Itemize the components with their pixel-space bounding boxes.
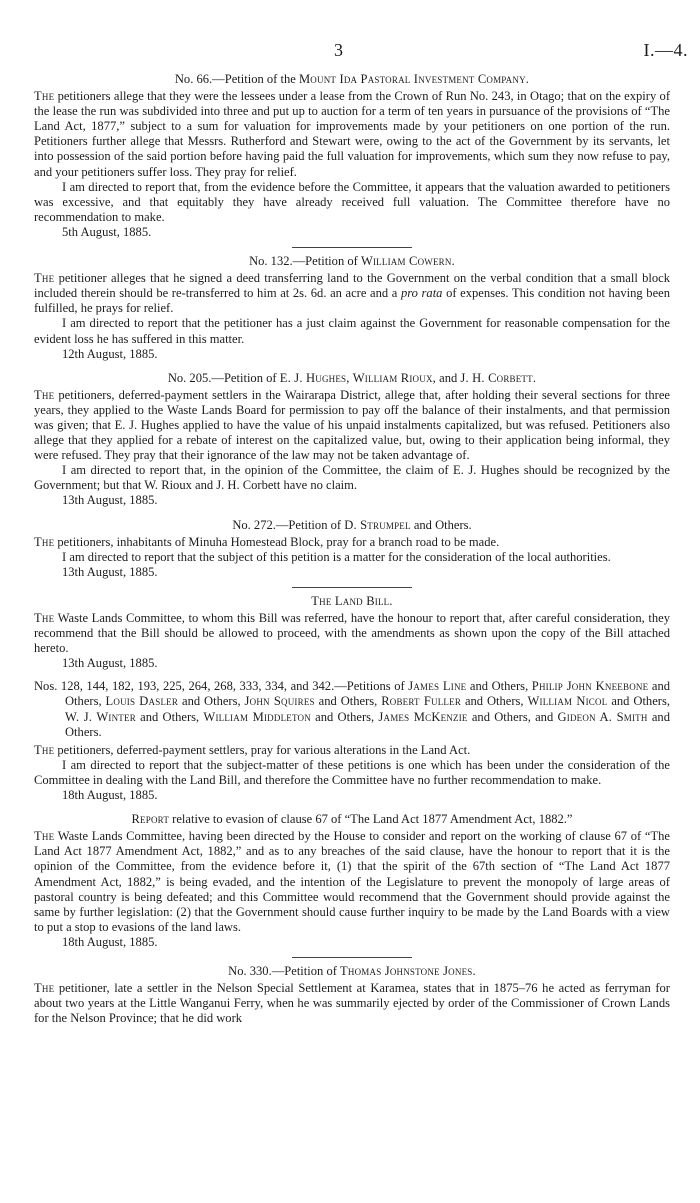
section-heading: No. 66.—Petition of the Mount Ida Pastoral Investment Company. [174,72,530,86]
paragraph: I am directed to report that the subject of this petition is a matter for the consideration of the local authorities. [62,549,611,564]
divider [292,587,412,588]
paragraph: The petitioner alleges that he signed a deed transferring land to the Government on the verbal condition that a small block included therein should be re-transferred to him at 2s. 6d. an acre and a pro rata of expenses. This condition not having been fulfilled, he prays for relief. [34,271,670,316]
section-heading: No. 272.—Petition of D. Strumpel and Others. [232,517,472,532]
date-line: 13th August, 1885. [62,656,158,671]
date-line: 5th August, 1885. [62,224,152,239]
divider [292,957,412,958]
paragraph: I am directed to report that, in the opinion of the Committee, the claim of E. J. Hughes should be recognized by the Government; but that W. Rioux and J. H. Corbett have no claim. [34,463,670,493]
section-heading: The Land Bill. [311,593,393,608]
paragraph: The petitioners, deferred-payment settlers, pray for various alterations in the Land Act. [34,742,471,757]
section-heading: No. 132.—Petition of William Cowern. [249,254,455,269]
section-heading: No. 330.—Petition of Thomas Johnstone Jones. [228,963,476,978]
paragraph: The petitioners allege that they were the lessees under a lease from the Crown of Run No. 243, in Otago; that on the expiry of the lease the run was subdivided into three and put up to auction for a term of ten years in pursuance of the provisions of “The Land Act, 1877,” subject to a sum for valuation for improvements made by your petitioners on one portion of the run. Petitioners further allege that Messrs. Rutherford and Stewart were, owing to the act of the Government by its servants, let into possession of the said portion before having paid the full valuation for improvements, which sum they now refuse to pay, and your petitioners suffer loss. They pray for relief. [34,89,670,179]
paragraph: The Waste Lands Committee, having been directed by the House to consider and report on the working of clause 67 of “The Land Act 1877 Amendment Act, 1882,” and as to any breaches of the said clause, have the honour to report that it is the opinion of the Committee, from the evidence before it, (1) that the spirit of the 67th section of “The Land Act 1877 Amendment Act, 1882,” is being evaded, and the intention of the Legislature to prevent the monopoly of large areas of pastoral country is being defeated; and this Committee would recommend that the Government should provide against the same by further legislation: (2) that the Government should cause further inquiry to be made by the Land Boards with a view to put a stop to evasions of the land laws. [34,829,670,934]
date-line: 13th August, 1885. [62,493,158,508]
date-line: 18th August, 1885. [62,788,158,803]
page-reference: I.—4. [643,40,688,60]
paragraph: I am directed to report that the subject-matter of these petitions is one which has been under the consideration of the Committee in dealing with the Land Bill, and therefore the Committee have no further recommendation to make. [34,757,670,787]
document-body [34,72,670,1026]
paragraph: The Waste Lands Committee, to whom this Bill was referred, have the honour to report that, after careful consideration, they recommend that the Bill should be allowed to proceed, with the amendments as shown upon the copy of the Bill attached hereto. [34,611,670,656]
date-line: 18th August, 1885. [62,934,158,949]
petitions-list-heading: Nos. 128, 144, 182, 193, 225, 264, 268, 333, 334, and 342.—Petitions of James Line and Others, Philip John Kneebone and Others, Louis Dasler and Others, John Squires and Others, Robert Fuller and Others, William Nicol and Others, W. J. Winter and Others, William Middleton and Others, James McKenzie and Others, and Gideon A. Smith and Others. [34,679,670,739]
paragraph: The petitioners, inhabitants of Minuha Homestead Block, pray for a branch road to be made. [34,534,500,549]
paragraph: I am directed to report that the petitioner has a just claim against the Government for reasonable compensation for the evident loss he has suffered in this matter. [34,316,670,346]
paragraph: The petitioner, late a settler in the Nelson Special Settlement at Karamea, states that in 1875–76 he acted as ferryman for about two years at the Little Wanganui Ferry, when he was summarily ejected by order of the Commissioner of Crown Lands for the Nelson Province; that he did work [34,981,670,1026]
paragraph: The petitioners, deferred-payment settlers in the Wairarapa District, allege that, after holding their several sections for three years, they applied to the Waste Lands Board for permission to pay off the balance of their instalments, and that permission was given; that E. J. Hughes applied to have the value of his unpaid instalments capitalized, but was refused. Petitioners also allege that they applied for a rebate of interest on the capitalized value, but, owing to their application being informal, they were refused. They pray that their ignorance of the law may not be taken advantage of. [34,387,670,463]
paragraph: I am directed to report that, from the evidence before the Committee, it appears that the valuation awarded to petitioners was excessive, and that equitably they have already received full valuation. The Committee therefore have no recommendation to make. [34,179,670,224]
section-heading: No. 205.—Petition of E. J. Hughes, William Rioux, and J. H. Corbett. [167,370,537,385]
date-line: 13th August, 1885. [62,564,158,579]
page-number: 3 [334,40,343,60]
section-heading: Report relative to evasion of clause 67 of “The Land Act 1877 Amendment Act, 1882.” [131,812,573,827]
divider [292,247,412,248]
date-line: 12th August, 1885. [62,346,158,361]
